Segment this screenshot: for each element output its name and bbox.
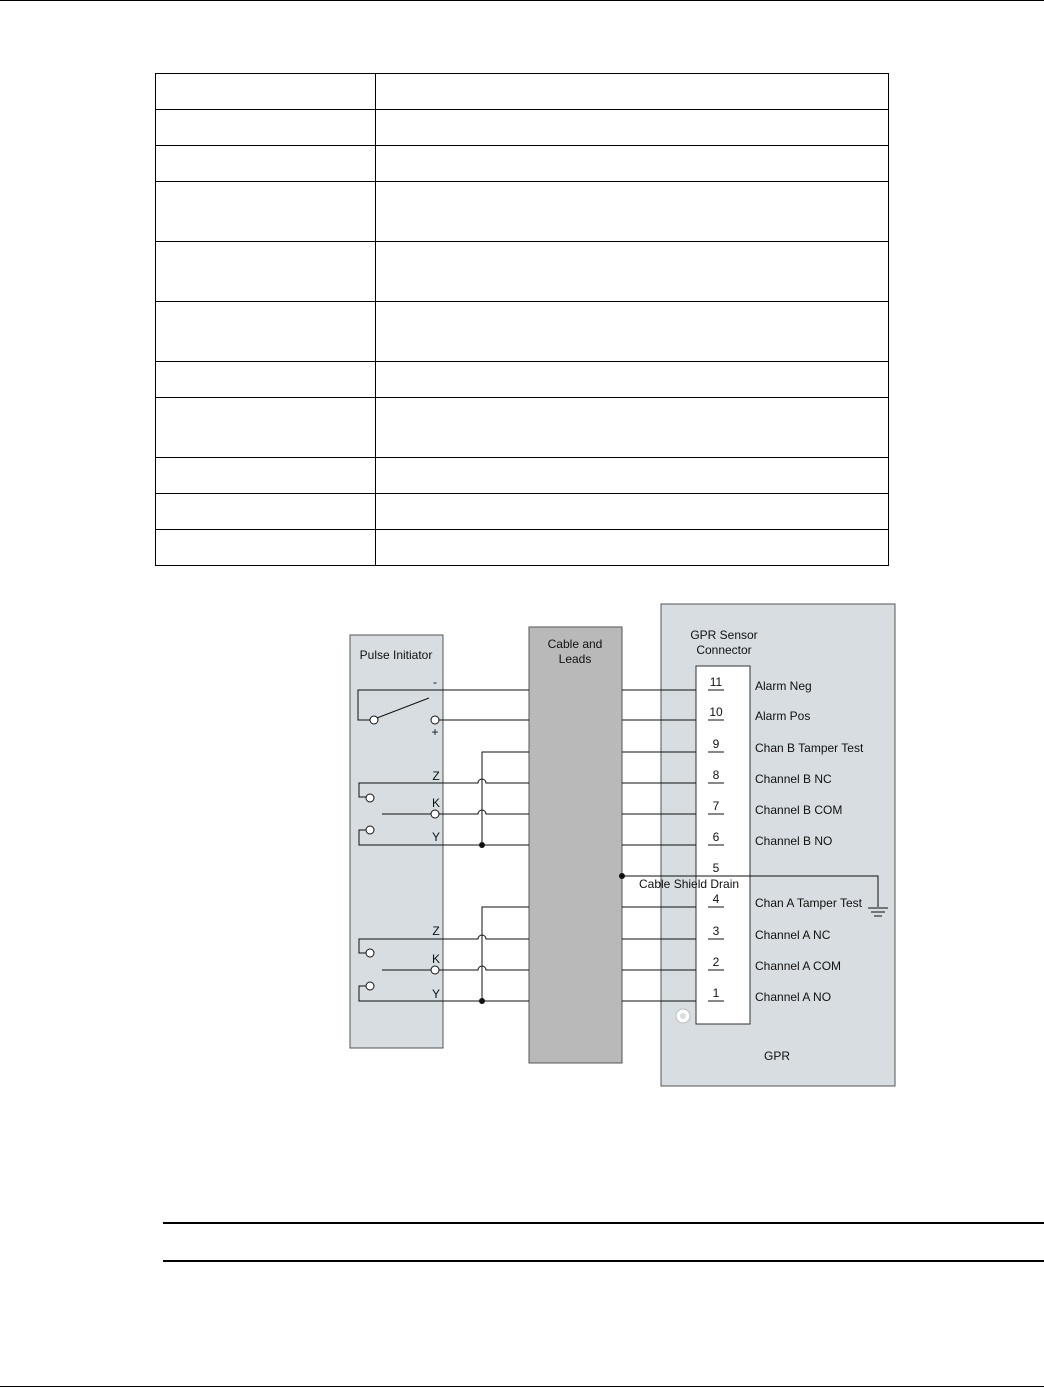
alarm-plus-terminal-icon [431, 716, 439, 724]
shield-junction-dot [619, 873, 625, 879]
alarm-switch-contact-icon [370, 716, 378, 724]
table-cell-value [376, 74, 889, 110]
pin-number: 5 [712, 861, 720, 875]
junction-a-dot [479, 998, 485, 1004]
cable-title-line1: Cable and [547, 637, 603, 651]
wiring-diagram [0, 595, 1044, 1095]
table-cell-label [156, 242, 376, 302]
junction-b-dot [479, 842, 485, 848]
pin-number: 3 [712, 924, 720, 938]
terminal-a-z-label: Z [432, 924, 440, 938]
terminal-a-k-label: K [431, 952, 441, 966]
wiring-table [155, 73, 889, 566]
table-cell-value [376, 494, 889, 530]
table-row [156, 398, 889, 458]
channel-a-k-terminal-icon [431, 966, 439, 974]
table-row [156, 302, 889, 362]
terminal-b-k-label: K [431, 796, 441, 810]
page-top-rule [0, 0, 1044, 1]
pin-label: Alarm Pos [755, 709, 811, 723]
gpr-title-line2: Connector [696, 643, 752, 657]
table-cell-value [376, 458, 889, 494]
table-row [156, 182, 889, 242]
pin-label: Channel B NO [755, 834, 833, 848]
table-cell-label [156, 182, 376, 242]
channel-a-nc-contact-icon [366, 949, 374, 957]
table-cell-label [156, 530, 376, 566]
pin-label: Channel A COM [755, 959, 842, 973]
terminal-plus-label: + [431, 725, 439, 739]
mounting-hole-inner [680, 1013, 686, 1019]
table-row [156, 74, 889, 110]
pin-number: 8 [712, 768, 720, 782]
table-row [156, 530, 889, 566]
note-top-rule [163, 1222, 1044, 1224]
table-cell-label [156, 458, 376, 494]
gpr-title-line1: GPR Sensor [690, 628, 758, 642]
table-cell-value [376, 398, 889, 458]
wire-channel-b-com-left [439, 810, 529, 814]
channel-a-no-contact-icon [366, 982, 374, 990]
table-row [156, 110, 889, 146]
pin-label: Channel B COM [755, 803, 843, 817]
table-cell-value [376, 110, 889, 146]
cable-shield-drain-label: Cable Shield Drain [639, 877, 740, 891]
table-row [156, 458, 889, 494]
pin-number: 7 [712, 799, 720, 813]
table-cell-label [156, 110, 376, 146]
terminal-minus-label: - [433, 675, 437, 689]
pulse-initiator-title: Pulse Initiator [359, 648, 433, 662]
table-cell-value [376, 146, 889, 182]
pin-number: 10 [709, 705, 723, 719]
table-cell-label [156, 398, 376, 458]
terminal-a-y-label: Y [431, 987, 441, 1001]
table-cell-value [376, 242, 889, 302]
pin-number: 4 [712, 892, 720, 906]
table-cell-value [376, 530, 889, 566]
table-cell-value [376, 302, 889, 362]
cable-title-line2: Leads [558, 652, 592, 666]
channel-b-nc-contact-icon [366, 794, 374, 802]
pin-label: Chan B Tamper Test [755, 741, 864, 755]
gpr-footer: GPR [763, 1049, 791, 1063]
terminal-b-y-label: Y [431, 830, 441, 844]
table-row [156, 146, 889, 182]
table-cell-label [156, 302, 376, 362]
table-cell-label [156, 362, 376, 398]
table-row [156, 242, 889, 302]
pin-number: 1 [712, 986, 720, 1000]
cable-leads-box [529, 627, 622, 1063]
terminal-b-z-label: Z [432, 769, 440, 783]
wire-channel-a-com-left [439, 966, 529, 970]
table-row [156, 494, 889, 530]
table-cell-value [376, 362, 889, 398]
table-cell-label [156, 74, 376, 110]
pin-label: Channel A NC [755, 928, 831, 942]
note-bottom-rule [163, 1260, 1044, 1262]
pin-label: Channel A NO [755, 990, 832, 1004]
wire-channel-a-tamper-left [482, 907, 529, 1001]
pin-number: 2 [712, 955, 720, 969]
pin-label: Alarm Neg [755, 679, 812, 693]
pin-label: Chan A Tamper Test [755, 896, 862, 910]
table-cell-value [376, 182, 889, 242]
pin-number: 6 [712, 830, 720, 844]
table-row [156, 362, 889, 398]
table-cell-label [156, 494, 376, 530]
channel-b-no-contact-icon [366, 826, 374, 834]
wire-channel-b-tamper-left [482, 752, 529, 845]
page-bottom-rule [0, 1386, 1044, 1387]
pin-number: 9 [712, 737, 720, 751]
pin-label: Channel B NC [755, 772, 832, 786]
channel-b-k-terminal-icon [431, 810, 439, 818]
pin-number: 11 [709, 675, 723, 689]
table-cell-label [156, 146, 376, 182]
